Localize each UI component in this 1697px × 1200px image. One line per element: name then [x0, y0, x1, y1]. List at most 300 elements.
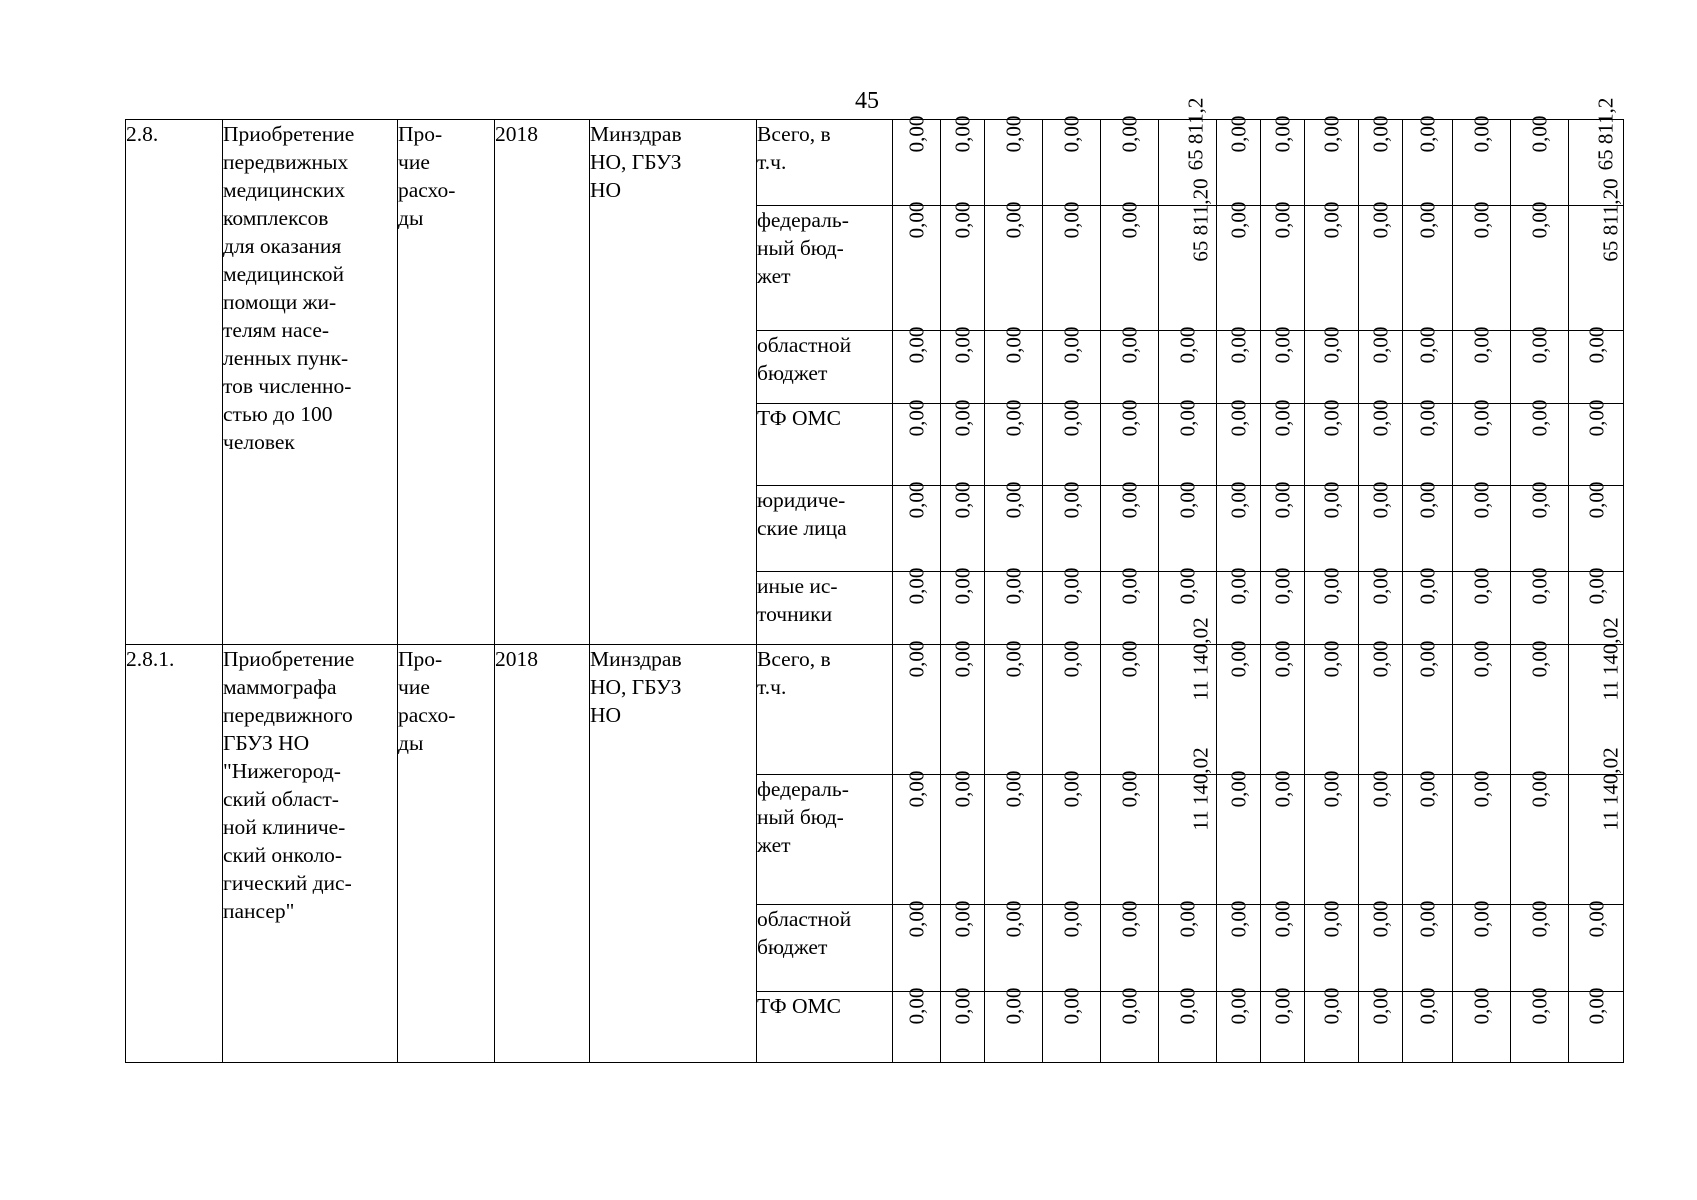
amount-cell: [1511, 326, 1569, 404]
item-name-line: "Нижегород-: [223, 759, 341, 783]
amount-cell: [1403, 567, 1453, 645]
amount-cell: [1217, 115, 1261, 206]
amount-value: 0,00: [1270, 326, 1295, 364]
amount-cell: [1217, 399, 1261, 486]
amount-cell: [1305, 640, 1359, 775]
amount-value: 0,00: [1584, 326, 1608, 364]
item-name-line: передвижного: [223, 703, 353, 727]
amount-value: 0,00: [1469, 640, 1494, 678]
item-year: 2018: [495, 645, 590, 1063]
amount-value: 0,00: [1059, 640, 1084, 678]
funding-source-line: бюджет: [757, 935, 828, 959]
page-number: 45: [855, 88, 879, 114]
amount-cell: [1261, 481, 1305, 572]
amount-value: 0,00: [1001, 115, 1026, 153]
amount-cell: [1569, 987, 1624, 1063]
amount-cell: [1453, 481, 1511, 572]
amount-value: 0,00: [1469, 987, 1494, 1025]
amount-cell: [1101, 987, 1159, 1063]
amount-value: 11 140,02: [1598, 617, 1623, 701]
amount-value: 0,00: [904, 115, 929, 153]
amount-cell: [1453, 987, 1511, 1063]
amount-value: 0,00: [1415, 115, 1440, 153]
amount-cell: [985, 987, 1043, 1063]
funding-source: [757, 992, 893, 1063]
amount-cell: [985, 115, 1043, 206]
funding-source-line: т.ч.: [757, 150, 787, 174]
amount-cell: [1511, 567, 1569, 645]
amount-cell: [1217, 481, 1261, 572]
amount-value: 0,00: [1415, 567, 1440, 605]
amount-cell: [1403, 115, 1453, 206]
item-name-line: телям насе-: [223, 318, 330, 342]
amount-cell: [1159, 326, 1217, 404]
amount-cell: [1359, 770, 1403, 905]
amount-value: 65 811,2: [1183, 97, 1208, 171]
item-number: 2.8.: [126, 120, 223, 645]
item-executor-line: НО, ГБУЗ: [590, 150, 682, 174]
item-name-line: ГБУЗ НО: [223, 731, 310, 755]
amount-value: 0,00: [1059, 987, 1084, 1025]
amount-cell: [985, 567, 1043, 645]
funding-source: [757, 404, 893, 486]
amount-value: 0,00: [1270, 481, 1295, 519]
amount-value: 0,00: [1001, 326, 1026, 364]
amount-value: 0,00: [1175, 900, 1200, 938]
amount-value: 0,00: [1368, 201, 1393, 239]
amount-cell: [941, 326, 985, 404]
item-executor: [590, 645, 757, 1063]
amount-value: 0,00: [1117, 567, 1142, 605]
amount-cell: [1453, 115, 1511, 206]
amount-cell: [1043, 115, 1101, 206]
funding-source-line: федераль-: [757, 208, 849, 232]
amount-value: 0,00: [1527, 115, 1552, 153]
amount-cell: [941, 201, 985, 331]
amount-cell: [1569, 399, 1624, 486]
amount-value: 0,00: [904, 770, 929, 808]
amount-value: 0,00: [1584, 481, 1608, 519]
item-name-line: медицинской: [223, 262, 344, 286]
amount-value: 0,00: [1270, 567, 1295, 605]
item-name-line: маммографа: [223, 675, 337, 699]
amount-cell: [1043, 987, 1101, 1063]
item-executor: [590, 120, 757, 645]
amount-cell: [1305, 481, 1359, 572]
item-name-line: Приобретение: [223, 647, 355, 671]
funding-source: [757, 572, 893, 645]
amount-value: 0,00: [950, 115, 975, 153]
amount-value: 0,00: [1319, 770, 1344, 808]
amount-cell: [1511, 987, 1569, 1063]
item-executor-line: НО, ГБУЗ: [590, 675, 682, 699]
item-name-line: ский област-: [223, 787, 339, 811]
amount-cell: [1217, 567, 1261, 645]
amount-value: 0,00: [1584, 567, 1608, 605]
amount-cell: [985, 640, 1043, 775]
amount-value: 0,00: [904, 640, 929, 678]
funding-source: [757, 206, 893, 331]
expense-category-line: ды: [398, 731, 424, 755]
amount-cell: [941, 770, 985, 905]
item-name-line: человек: [223, 430, 295, 454]
amount-value: 0,00: [1117, 399, 1142, 437]
amount-value: 0,00: [1527, 399, 1552, 437]
amount-value: 0,00: [1226, 567, 1251, 605]
amount-cell: [893, 640, 941, 775]
amount-value: 0,00: [1368, 567, 1393, 605]
amount-cell: [1511, 640, 1569, 775]
amount-cell: [941, 567, 985, 645]
amount-value: 0,00: [1469, 326, 1494, 364]
item-name-line: тов численно-: [223, 374, 352, 398]
amount-value: 0,00: [904, 567, 929, 605]
funding-source-line: Всего, в: [757, 647, 831, 671]
amount-cell: [1305, 201, 1359, 331]
amount-value: 0,00: [1415, 481, 1440, 519]
funding-source-line: ный бюд-: [757, 805, 844, 829]
amount-cell: [1159, 481, 1217, 572]
amount-cell: [893, 567, 941, 645]
item-name-line: ленных пунк-: [223, 346, 349, 370]
amount-value: 0,00: [1117, 770, 1142, 808]
amount-value: 0,00: [950, 567, 975, 605]
item-executor-line: Минздрав: [590, 122, 682, 146]
amount-value: 0,00: [1059, 326, 1084, 364]
amount-cell: [1359, 640, 1403, 775]
amount-cell: [1403, 640, 1453, 775]
amount-value: 0,00: [1175, 567, 1200, 605]
amount-value: 0,00: [1226, 640, 1251, 678]
amount-cell: [1569, 481, 1624, 572]
amount-cell: [985, 326, 1043, 404]
item-name-line: медицинских: [223, 178, 346, 202]
item-executor-line: НО: [590, 703, 622, 727]
amount-value: 0,00: [1415, 640, 1440, 678]
item-name-line: гический дис-: [223, 871, 352, 895]
amount-value: 0,00: [950, 640, 975, 678]
amount-cell: [1101, 399, 1159, 486]
expense-category-line: чие: [398, 675, 430, 699]
item-name-line: помощи жи-: [223, 290, 337, 314]
amount-value: 0,00: [1226, 201, 1251, 239]
amount-value: 0,00: [1469, 201, 1494, 239]
amount-value: 0,00: [1001, 399, 1026, 437]
amount-cell: [1359, 987, 1403, 1063]
amount-cell: [1043, 640, 1101, 775]
amount-value: 0,00: [950, 326, 975, 364]
amount-cell: [1043, 326, 1101, 404]
item-name: [223, 645, 398, 1063]
amount-cell: [1217, 201, 1261, 331]
amount-cell: [1569, 178, 1624, 331]
item-name-line: стью до 100: [223, 402, 333, 426]
amount-cell: [1043, 201, 1101, 331]
amount-value: 0,00: [1527, 987, 1552, 1025]
amount-value: 0,00: [1001, 770, 1026, 808]
amount-cell: [1453, 201, 1511, 331]
amount-cell: [1305, 567, 1359, 645]
amount-cell: [1569, 900, 1624, 992]
amount-value: 0,00: [1584, 900, 1608, 938]
amount-cell: [1403, 326, 1453, 404]
amount-value: 0,00: [1415, 770, 1440, 808]
funding-source-line: ТФ ОМС: [757, 406, 842, 430]
amount-cell: [1043, 900, 1101, 992]
amount-cell: [1305, 987, 1359, 1063]
amount-cell: [1101, 567, 1159, 645]
item-executor-line: НО: [590, 178, 622, 202]
table-row: [126, 120, 1624, 206]
amount-value: 0,00: [904, 399, 929, 437]
amount-value: 0,00: [1117, 640, 1142, 678]
amount-cell: [1403, 201, 1453, 331]
amount-cell: [893, 115, 941, 206]
funding-source-line: Всего, в: [757, 122, 831, 146]
amount-cell: [1453, 567, 1511, 645]
amount-value: 0,00: [1175, 399, 1200, 437]
item-name-line: комплексов: [223, 206, 329, 230]
amount-value: 0,00: [1469, 900, 1494, 938]
funding-source: [757, 775, 893, 905]
amount-cell: [893, 900, 941, 992]
amount-cell: [941, 640, 985, 775]
amount-cell: [1261, 201, 1305, 331]
amount-value: 0,00: [904, 900, 929, 938]
amount-value: 0,00: [1117, 481, 1142, 519]
amount-cell: [1569, 326, 1624, 404]
amount-value: 0,00: [1527, 770, 1552, 808]
amount-cell: [1359, 201, 1403, 331]
table-row: [126, 645, 1624, 775]
amount-value: 0,00: [1175, 987, 1200, 1025]
amount-value: 0,00: [1527, 481, 1552, 519]
amount-value: 0,00: [1226, 770, 1251, 808]
funding-source: [757, 486, 893, 572]
item-name-line: ной клиниче-: [223, 815, 346, 839]
amount-cell: [1159, 747, 1217, 905]
amount-cell: [941, 399, 985, 486]
amount-cell: [1261, 115, 1305, 206]
amount-cell: [1359, 900, 1403, 992]
amount-value: 0,00: [1117, 201, 1142, 239]
amount-cell: [1101, 115, 1159, 206]
amount-value: 0,00: [1319, 326, 1344, 364]
amount-value: 0,00: [1226, 481, 1251, 519]
amount-value: 0,00: [1319, 640, 1344, 678]
funding-source-line: точники: [757, 602, 833, 626]
amount-cell: [1403, 770, 1453, 905]
amount-value: 0,00: [1001, 201, 1026, 239]
item-name-line: передвижных: [223, 150, 349, 174]
amount-cell: [1043, 770, 1101, 905]
expense-category-line: Про-: [398, 647, 443, 671]
amount-value: 0,00: [1059, 567, 1084, 605]
amount-value: 0,00: [1469, 770, 1494, 808]
amount-cell: [1261, 567, 1305, 645]
item-number: 2.8.1.: [126, 645, 223, 1063]
amount-cell: [1305, 115, 1359, 206]
item-name: [223, 120, 398, 645]
funding-source: [757, 331, 893, 404]
amount-cell: [1261, 326, 1305, 404]
amount-value: 0,00: [1059, 481, 1084, 519]
amount-value: 11 140,02: [1188, 617, 1213, 701]
amount-value: 0,00: [1319, 900, 1344, 938]
amount-cell: [1359, 115, 1403, 206]
amount-cell: [1101, 640, 1159, 775]
amount-value: 0,00: [1584, 399, 1608, 437]
amount-cell: [1403, 987, 1453, 1063]
amount-cell: [1101, 201, 1159, 331]
amount-value: 0,00: [1368, 640, 1393, 678]
amount-cell: [1453, 326, 1511, 404]
amount-value: 0,00: [1226, 987, 1251, 1025]
amount-value: 0,00: [1469, 399, 1494, 437]
amount-cell: [1217, 770, 1261, 905]
expense-category-line: ды: [398, 206, 424, 230]
funding-source-line: ТФ ОМС: [757, 994, 842, 1018]
amount-value: 0,00: [1319, 567, 1344, 605]
amount-cell: [893, 326, 941, 404]
amount-value: 0,00: [1001, 987, 1026, 1025]
amount-value: 11 140,02: [1598, 747, 1623, 831]
amount-cell: [985, 201, 1043, 331]
amount-value: 0,00: [1226, 326, 1251, 364]
amount-cell: [1453, 900, 1511, 992]
funding-source-line: областной: [757, 907, 852, 931]
item-executor-line: Минздрав: [590, 647, 682, 671]
amount-cell: [1403, 399, 1453, 486]
amount-cell: [1101, 770, 1159, 905]
amount-cell: [1511, 201, 1569, 331]
amount-value: 0,00: [950, 900, 975, 938]
amount-cell: [1453, 640, 1511, 775]
amount-cell: [1305, 770, 1359, 905]
amount-value: 0,00: [1319, 399, 1344, 437]
funding-source: [757, 645, 893, 775]
amount-cell: [893, 770, 941, 905]
funding-source-line: бюджет: [757, 361, 828, 385]
amount-cell: [893, 399, 941, 486]
amount-value: 0,00: [1270, 770, 1295, 808]
amount-value: 0,00: [1001, 900, 1026, 938]
amount-value: 0,00: [1226, 399, 1251, 437]
expense-category-line: чие: [398, 150, 430, 174]
amount-value: 0,00: [1319, 987, 1344, 1025]
funding-source-line: областной: [757, 333, 852, 357]
amount-value: 65 811,20: [1598, 178, 1623, 262]
amount-cell: [985, 399, 1043, 486]
amount-value: 0,00: [904, 481, 929, 519]
amount-cell: [1305, 326, 1359, 404]
amount-value: 0,00: [1270, 201, 1295, 239]
amount-cell: [941, 987, 985, 1063]
funding-source: [757, 120, 893, 206]
amount-cell: [1217, 900, 1261, 992]
amount-value: 0,00: [1059, 115, 1084, 153]
amount-value: 0,00: [1270, 900, 1295, 938]
item-name-line: для оказания: [223, 234, 342, 258]
amount-cell: [1359, 567, 1403, 645]
amount-cell: [1403, 900, 1453, 992]
amount-cell: [1511, 115, 1569, 206]
item-name-line: пансер": [223, 899, 295, 923]
amount-value: 0,00: [1368, 481, 1393, 519]
amount-value: 0,00: [950, 201, 975, 239]
amount-cell: [1261, 770, 1305, 905]
amount-value: 0,00: [1117, 987, 1142, 1025]
amount-value: 65 811,2: [1593, 97, 1618, 171]
funding-source-line: ный бюд-: [757, 236, 844, 260]
amount-value: 0,00: [1117, 900, 1142, 938]
funding-source-line: ские лица: [757, 516, 847, 540]
amount-value: 0,00: [1001, 640, 1026, 678]
amount-cell: [1043, 567, 1101, 645]
amount-cell: [1217, 640, 1261, 775]
amount-value: 0,00: [1368, 115, 1393, 153]
amount-value: 0,00: [904, 987, 929, 1025]
amount-cell: [1359, 399, 1403, 486]
expense-category: [398, 120, 495, 645]
amount-cell: [1217, 326, 1261, 404]
item-year: 2018: [495, 120, 590, 645]
amount-value: 0,00: [904, 201, 929, 239]
amount-cell: [1101, 900, 1159, 992]
amount-value: 0,00: [1368, 987, 1393, 1025]
amount-cell: [893, 201, 941, 331]
amount-cell: [1043, 399, 1101, 486]
expense-category: [398, 645, 495, 1063]
amount-value: 0,00: [1368, 326, 1393, 364]
amount-value: 0,00: [1175, 326, 1200, 364]
amount-value: 0,00: [1059, 770, 1084, 808]
amount-cell: [985, 481, 1043, 572]
amount-value: 0,00: [1527, 900, 1552, 938]
amount-cell: [1261, 640, 1305, 775]
amount-cell: [1453, 399, 1511, 486]
funding-source-line: жет: [757, 833, 791, 857]
amount-value: 0,00: [1175, 481, 1200, 519]
funding-source: [757, 905, 893, 992]
amount-value: 0,00: [1415, 900, 1440, 938]
amount-cell: [1305, 399, 1359, 486]
funding-source-line: иные ис-: [757, 574, 838, 598]
amount-cell: [941, 900, 985, 992]
amount-value: 0,00: [1368, 900, 1393, 938]
amount-cell: [1305, 900, 1359, 992]
amount-cell: [1159, 900, 1217, 992]
amount-cell: [1159, 178, 1217, 331]
item-name-line: ский онколо-: [223, 843, 343, 867]
expense-category-line: Про-: [398, 122, 443, 146]
amount-value: 0,00: [1117, 115, 1142, 153]
amount-cell: [985, 770, 1043, 905]
amount-value: 0,00: [1270, 399, 1295, 437]
amount-value: 0,00: [1527, 640, 1552, 678]
amount-value: 0,00: [1415, 326, 1440, 364]
amount-value: 0,00: [950, 399, 975, 437]
amount-value: 0,00: [1527, 201, 1552, 239]
amount-cell: [1261, 987, 1305, 1063]
amount-value: 0,00: [1226, 115, 1251, 153]
amount-cell: [1159, 987, 1217, 1063]
amount-cell: [1569, 747, 1624, 905]
amount-value: 0,00: [1270, 115, 1295, 153]
amount-cell: [941, 481, 985, 572]
amount-cell: [1453, 770, 1511, 905]
amount-cell: [1101, 326, 1159, 404]
